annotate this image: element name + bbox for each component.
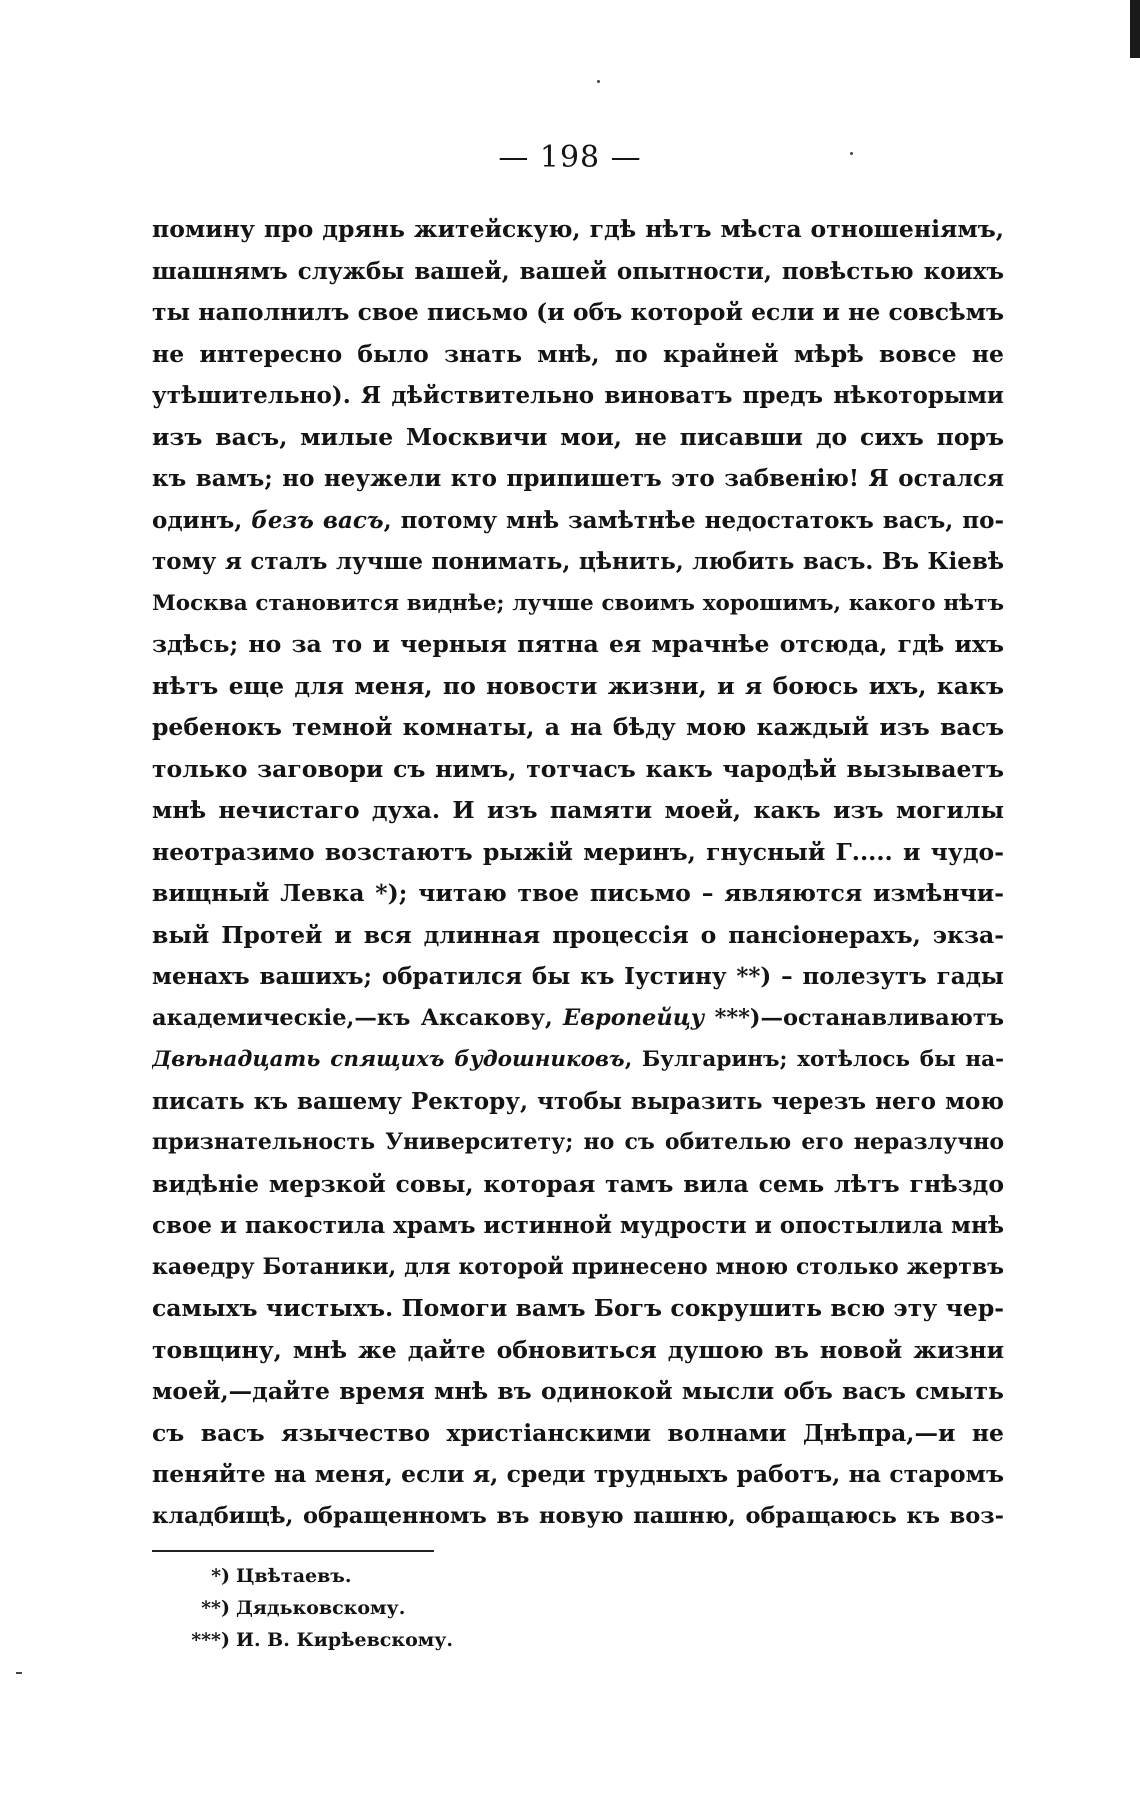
scan-speck	[16, 1672, 22, 1674]
footnotes	[190, 1560, 790, 1656]
text-run: писать къ вашему Ректору, чтобы выразить черезъ него мою	[152, 1087, 1004, 1115]
text-line	[152, 334, 1004, 376]
text-line	[152, 209, 1004, 251]
text-run: изъ васъ, милые Москвичи мои, не писавши до сихъ поръ	[152, 422, 1004, 451]
italic-text: Европейцу	[563, 1004, 705, 1031]
text-line	[152, 1247, 1004, 1289]
text-line	[152, 790, 1004, 832]
text-line	[152, 749, 1004, 791]
text-run: здѣсь; но за то и черныя пятна ея мрачнѣе отсюда, гдѣ ихъ	[152, 630, 1004, 658]
text-line	[152, 1413, 1004, 1455]
text-run: , потому мнѣ замѣтнѣе недостатокъ васъ, по-	[383, 506, 1004, 534]
text-run: свое и пакостила храмъ истинной мудрости и опостылила мнѣ	[152, 1212, 1004, 1239]
text-run: мнѣ нечистаго духа. И изъ памяти моей, какъ изъ могилы	[152, 796, 1004, 824]
body-text	[152, 209, 1004, 1537]
text-run: ребенокъ темной комнаты, а на бѣду мою каждый изъ васъ	[152, 713, 1004, 741]
footnote-mark: *)	[211, 1565, 230, 1587]
text-run: ты наполнилъ свое письмо (и объ которой если и не совсѣмъ	[152, 298, 1004, 326]
footnote-text: И. В. Кирѣевскому.	[236, 1629, 454, 1651]
text-run: съ васъ язычество христіанскими волнами Днѣпра,—и не	[152, 1418, 1004, 1447]
text-run: каѳедру Ботаники, для которой принесено мною столько жертвъ	[152, 1253, 1004, 1280]
text-run: нѣтъ еще для меня, по новости жизни, и я боюсь ихъ, какъ	[152, 671, 1004, 700]
text-run: вищный Левка *); читаю твое письмо – являются измѣнчи-	[152, 879, 1004, 907]
text-line	[152, 1371, 1004, 1413]
text-line	[152, 541, 1004, 583]
text-run: моей,—дайте время мнѣ въ одинокой мысли объ васъ смыть	[152, 1377, 1004, 1405]
text-run: тому я сталъ лучше понимать, цѣнить, любить васъ. Въ Кіевѣ	[152, 548, 1004, 575]
footnote-text: Цвѣтаевъ.	[236, 1565, 352, 1587]
text-line	[152, 1330, 1004, 1372]
text-line	[152, 998, 1004, 1040]
text-run: менахъ вашихъ; обратился бы къ Іустину **) – полезутъ гады	[152, 963, 1004, 990]
text-line	[152, 666, 1004, 708]
text-line	[152, 292, 1004, 334]
text-line	[152, 458, 1004, 500]
footnote-mark: ***)	[191, 1629, 230, 1651]
text-run: кладбищѣ, обращенномъ въ новую пашню, обращаюсь къ воз-	[152, 1502, 1004, 1529]
text-line	[152, 417, 1004, 459]
text-run: одинъ,	[152, 506, 252, 534]
footnote	[190, 1592, 790, 1624]
text-run: товщину, мнѣ же дайте обновиться душою въ новой жизни	[152, 1335, 1004, 1364]
text-run: шашнямъ службы вашей, вашей опытности, повѣстью коихъ	[152, 257, 1004, 285]
footnote	[190, 1560, 790, 1592]
text-line	[152, 873, 1004, 915]
text-line	[152, 707, 1004, 749]
text-line	[152, 251, 1004, 293]
text-run: самыхъ чистыхъ. Помоги вамъ Богъ сокрушить всю эту чер-	[152, 1294, 1004, 1322]
text-line	[152, 1496, 1004, 1538]
text-line	[152, 1205, 1004, 1247]
footnote-divider	[152, 1550, 434, 1552]
text-run: Москва становится виднѣе; лучше своимъ хорошимъ, какого нѣтъ	[152, 590, 1004, 616]
text-line	[152, 956, 1004, 998]
text-line	[152, 375, 1004, 417]
text-run: ***)—останавливаютъ	[704, 1004, 1004, 1031]
text-run: неотразимо возстаютъ рыжій меринъ, гнусный Г..... и чудо-	[152, 837, 1004, 866]
text-line	[152, 1039, 1004, 1081]
text-run: къ вамъ; но неужели кто припишетъ это забвенію! Я остался	[152, 465, 1004, 492]
text-run: вый Протей и вся длинная процессія о пансіонерахъ, экза-	[152, 920, 1004, 949]
text-run: академическіе,—къ Аксакову,	[152, 1004, 564, 1031]
footnote-text: Дядьковскому.	[236, 1597, 406, 1619]
text-run: утѣшительно). Я дѣйствительно виноватъ предъ нѣкоторыми	[152, 382, 1004, 409]
scan-edge-mark	[1130, 0, 1140, 58]
text-run: , Булгаринъ; хотѣлось бы на-	[624, 1047, 1004, 1072]
italic-text: Двѣнадцать спящихъ будошниковъ	[152, 1047, 625, 1072]
text-line	[152, 1122, 1004, 1164]
text-line	[152, 500, 1004, 542]
text-run: помину про дрянь житейскую, гдѣ нѣтъ мѣста отношеніямъ,	[152, 215, 1004, 243]
footnote	[190, 1624, 790, 1656]
text-line	[152, 1164, 1004, 1206]
text-run: видѣніе мерзкой совы, которая тамъ вила семь лѣтъ гнѣздо	[152, 1169, 1004, 1198]
text-run: пеняйте на меня, если я, среди трудныхъ работъ, на старомъ	[152, 1460, 1004, 1488]
text-run: не интересно было знать мнѣ, по крайней мѣрѣ вовсе не	[152, 339, 1004, 368]
footnote-mark: **)	[201, 1597, 230, 1619]
page-number: — 198 —	[498, 140, 642, 175]
text-run: только заговори съ нимъ, тотчасъ какъ чародѣй вызываетъ	[152, 754, 1004, 783]
text-line	[152, 1288, 1004, 1330]
text-line	[152, 1454, 1004, 1496]
scan-speck	[597, 80, 600, 83]
italic-text: безъ васъ	[251, 506, 384, 534]
text-line	[152, 624, 1004, 666]
text-run: признательность Университету; но съ обителью его неразлучно	[152, 1129, 1004, 1155]
text-line	[152, 1081, 1004, 1123]
text-line	[152, 583, 1004, 625]
text-line	[152, 915, 1004, 957]
text-line	[152, 832, 1004, 874]
